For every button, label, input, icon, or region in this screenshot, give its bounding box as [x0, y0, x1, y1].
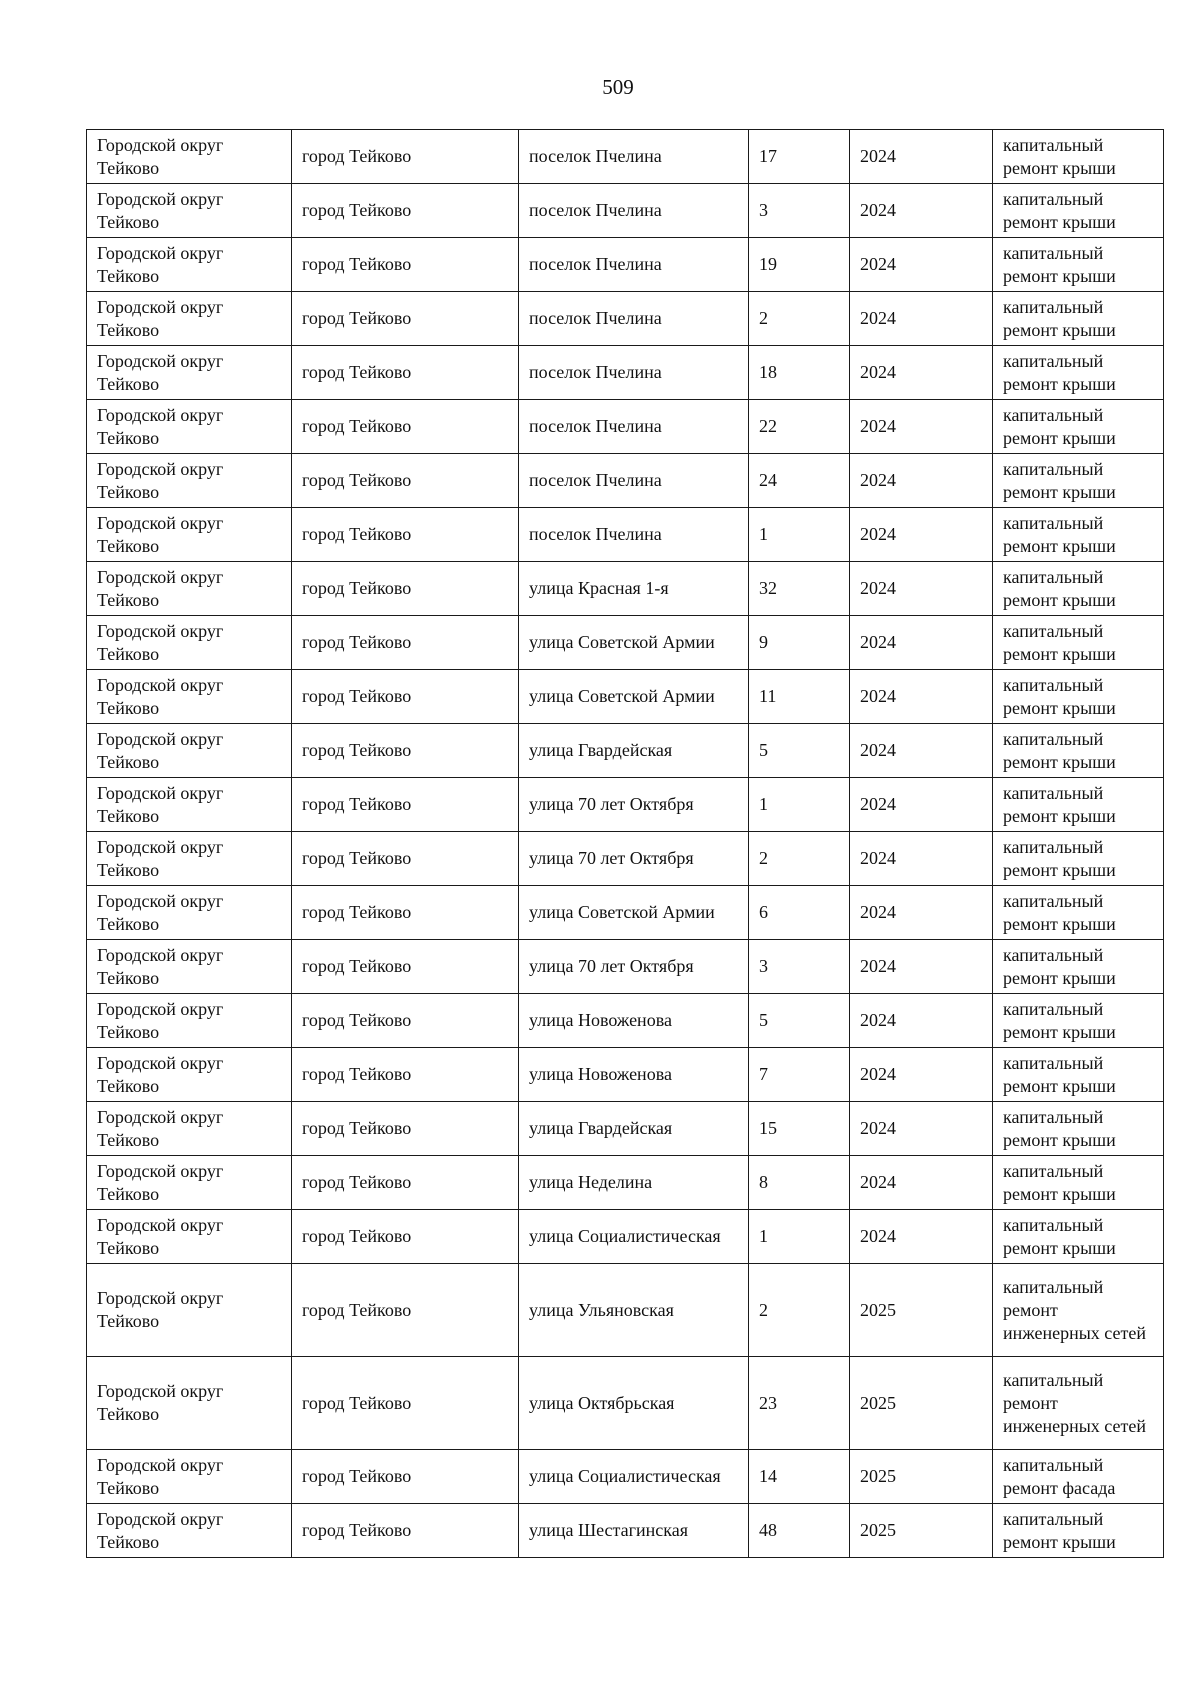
table-row	[87, 886, 1164, 940]
street-cell: улица Неделина	[519, 1156, 749, 1210]
district-cell: Городской округ Тейково	[87, 994, 292, 1048]
table-row	[87, 1450, 1164, 1504]
work-type-cell: капитальный ремонт крыши	[993, 832, 1164, 886]
house-number-cell: 22	[749, 400, 850, 454]
city-cell: город Тейково	[292, 508, 519, 562]
table-row	[87, 994, 1164, 1048]
street-cell: улица 70 лет Октября	[519, 940, 749, 994]
city-cell: город Тейково	[292, 724, 519, 778]
work-type-cell: капитальный ремонт крыши	[993, 670, 1164, 724]
table-row	[87, 238, 1164, 292]
work-type-cell: капитальный ремонт крыши	[993, 1102, 1164, 1156]
house-number-cell: 17	[749, 130, 850, 184]
house-number-cell: 32	[749, 562, 850, 616]
work-type-cell: капитальный ремонт инженерных сетей	[993, 1264, 1164, 1357]
work-type-cell: капитальный ремонт крыши	[993, 1210, 1164, 1264]
year-cell: 2024	[850, 778, 993, 832]
work-type-cell: капитальный ремонт крыши	[993, 454, 1164, 508]
table-row	[87, 184, 1164, 238]
street-cell: улица Советской Армии	[519, 886, 749, 940]
city-cell: город Тейково	[292, 292, 519, 346]
district-cell: Городской округ Тейково	[87, 400, 292, 454]
house-number-cell: 2	[749, 292, 850, 346]
year-cell: 2024	[850, 886, 993, 940]
repair-schedule-table	[86, 129, 1164, 1558]
table-row	[87, 616, 1164, 670]
table-row	[87, 130, 1164, 184]
city-cell: город Тейково	[292, 1102, 519, 1156]
table-body	[87, 130, 1164, 1558]
district-cell: Городской округ Тейково	[87, 724, 292, 778]
city-cell: город Тейково	[292, 616, 519, 670]
table-row	[87, 346, 1164, 400]
work-type-cell: капитальный ремонт крыши	[993, 1156, 1164, 1210]
year-cell: 2024	[850, 130, 993, 184]
table-row	[87, 940, 1164, 994]
district-cell: Городской округ Тейково	[87, 346, 292, 400]
street-cell: поселок Пчелина	[519, 454, 749, 508]
work-type-cell: капитальный ремонт крыши	[993, 508, 1164, 562]
city-cell: город Тейково	[292, 886, 519, 940]
street-cell: улица Ульяновская	[519, 1264, 749, 1357]
year-cell: 2024	[850, 508, 993, 562]
district-cell: Городской округ Тейково	[87, 832, 292, 886]
year-cell: 2024	[850, 616, 993, 670]
district-cell: Городской округ Тейково	[87, 184, 292, 238]
house-number-cell: 15	[749, 1102, 850, 1156]
city-cell: город Тейково	[292, 832, 519, 886]
house-number-cell: 5	[749, 994, 850, 1048]
table-row	[87, 400, 1164, 454]
year-cell: 2024	[850, 670, 993, 724]
year-cell: 2024	[850, 454, 993, 508]
street-cell: улица Социалистическая	[519, 1210, 749, 1264]
house-number-cell: 23	[749, 1357, 850, 1450]
work-type-cell: капитальный ремонт крыши	[993, 994, 1164, 1048]
year-cell: 2024	[850, 1048, 993, 1102]
street-cell: поселок Пчелина	[519, 346, 749, 400]
work-type-cell: капитальный ремонт крыши	[993, 292, 1164, 346]
house-number-cell: 8	[749, 1156, 850, 1210]
work-type-cell: капитальный ремонт крыши	[993, 238, 1164, 292]
district-cell: Городской округ Тейково	[87, 562, 292, 616]
work-type-cell: капитальный ремонт крыши	[993, 616, 1164, 670]
year-cell: 2024	[850, 1102, 993, 1156]
house-number-cell: 19	[749, 238, 850, 292]
work-type-cell: капитальный ремонт крыши	[993, 1504, 1164, 1558]
district-cell: Городской округ Тейково	[87, 1504, 292, 1558]
district-cell: Городской округ Тейково	[87, 454, 292, 508]
street-cell: улица Шестагинская	[519, 1504, 749, 1558]
city-cell: город Тейково	[292, 400, 519, 454]
district-cell: Городской округ Тейково	[87, 940, 292, 994]
city-cell: город Тейково	[292, 1264, 519, 1357]
work-type-cell: капитальный ремонт крыши	[993, 184, 1164, 238]
table-row	[87, 562, 1164, 616]
work-type-cell: капитальный ремонт крыши	[993, 562, 1164, 616]
house-number-cell: 3	[749, 184, 850, 238]
year-cell: 2024	[850, 994, 993, 1048]
house-number-cell: 1	[749, 508, 850, 562]
table-row	[87, 778, 1164, 832]
table-row	[87, 1102, 1164, 1156]
house-number-cell: 6	[749, 886, 850, 940]
house-number-cell: 2	[749, 832, 850, 886]
street-cell: поселок Пчелина	[519, 238, 749, 292]
street-cell: улица 70 лет Октября	[519, 832, 749, 886]
year-cell: 2024	[850, 562, 993, 616]
street-cell: улица Социалистическая	[519, 1450, 749, 1504]
work-type-cell: капитальный ремонт крыши	[993, 940, 1164, 994]
page-number: 509	[602, 75, 634, 99]
year-cell: 2024	[850, 400, 993, 454]
table-row	[87, 832, 1164, 886]
year-cell: 2024	[850, 238, 993, 292]
house-number-cell: 7	[749, 1048, 850, 1102]
street-cell: улица Новоженова	[519, 1048, 749, 1102]
district-cell: Городской округ Тейково	[87, 1048, 292, 1102]
street-cell: поселок Пчелина	[519, 130, 749, 184]
district-cell: Городской округ Тейково	[87, 1357, 292, 1450]
house-number-cell: 1	[749, 1210, 850, 1264]
district-cell: Городской округ Тейково	[87, 238, 292, 292]
house-number-cell: 24	[749, 454, 850, 508]
street-cell: поселок Пчелина	[519, 400, 749, 454]
city-cell: город Тейково	[292, 562, 519, 616]
house-number-cell: 2	[749, 1264, 850, 1357]
city-cell: город Тейково	[292, 1156, 519, 1210]
district-cell: Городской округ Тейково	[87, 1156, 292, 1210]
work-type-cell: капитальный ремонт инженерных сетей	[993, 1357, 1164, 1450]
district-cell: Городской округ Тейково	[87, 130, 292, 184]
street-cell: улица Гвардейская	[519, 724, 749, 778]
year-cell: 2025	[850, 1450, 993, 1504]
table-row	[87, 292, 1164, 346]
district-cell: Городской округ Тейково	[87, 508, 292, 562]
city-cell: город Тейково	[292, 670, 519, 724]
street-cell: улица Красная 1-я	[519, 562, 749, 616]
year-cell: 2024	[850, 832, 993, 886]
house-number-cell: 3	[749, 940, 850, 994]
house-number-cell: 1	[749, 778, 850, 832]
city-cell: город Тейково	[292, 1357, 519, 1450]
city-cell: город Тейково	[292, 346, 519, 400]
table-row	[87, 1357, 1164, 1450]
year-cell: 2024	[850, 292, 993, 346]
street-cell: поселок Пчелина	[519, 184, 749, 238]
district-cell: Городской округ Тейково	[87, 1102, 292, 1156]
street-cell: улица Новоженова	[519, 994, 749, 1048]
house-number-cell: 9	[749, 616, 850, 670]
street-cell: улица 70 лет Октября	[519, 778, 749, 832]
house-number-cell: 11	[749, 670, 850, 724]
house-number-cell: 5	[749, 724, 850, 778]
street-cell: улица Советской Армии	[519, 616, 749, 670]
table-row	[87, 1210, 1164, 1264]
city-cell: город Тейково	[292, 1048, 519, 1102]
table-row	[87, 724, 1164, 778]
street-cell: улица Советской Армии	[519, 670, 749, 724]
district-cell: Городской округ Тейково	[87, 778, 292, 832]
table-row	[87, 1048, 1164, 1102]
year-cell: 2024	[850, 184, 993, 238]
district-cell: Городской округ Тейково	[87, 886, 292, 940]
district-cell: Городской округ Тейково	[87, 292, 292, 346]
city-cell: город Тейково	[292, 1504, 519, 1558]
year-cell: 2025	[850, 1504, 993, 1558]
city-cell: город Тейково	[292, 130, 519, 184]
year-cell: 2024	[850, 724, 993, 778]
street-cell: улица Октябрьская	[519, 1357, 749, 1450]
street-cell: поселок Пчелина	[519, 292, 749, 346]
table-row	[87, 670, 1164, 724]
table-row	[87, 508, 1164, 562]
district-cell: Городской округ Тейково	[87, 1210, 292, 1264]
work-type-cell: капитальный ремонт крыши	[993, 778, 1164, 832]
year-cell: 2024	[850, 1156, 993, 1210]
table-row	[87, 454, 1164, 508]
city-cell: город Тейково	[292, 778, 519, 832]
city-cell: город Тейково	[292, 994, 519, 1048]
year-cell: 2024	[850, 940, 993, 994]
work-type-cell: капитальный ремонт крыши	[993, 346, 1164, 400]
work-type-cell: капитальный ремонт крыши	[993, 1048, 1164, 1102]
work-type-cell: капитальный ремонт крыши	[993, 130, 1164, 184]
street-cell: улица Гвардейская	[519, 1102, 749, 1156]
table-row	[87, 1264, 1164, 1357]
city-cell: город Тейково	[292, 1450, 519, 1504]
work-type-cell: капитальный ремонт фасада	[993, 1450, 1164, 1504]
house-number-cell: 14	[749, 1450, 850, 1504]
work-type-cell: капитальный ремонт крыши	[993, 886, 1164, 940]
city-cell: город Тейково	[292, 940, 519, 994]
year-cell: 2025	[850, 1357, 993, 1450]
work-type-cell: капитальный ремонт крыши	[993, 400, 1164, 454]
city-cell: город Тейково	[292, 1210, 519, 1264]
year-cell: 2024	[850, 1210, 993, 1264]
district-cell: Городской округ Тейково	[87, 670, 292, 724]
city-cell: город Тейково	[292, 184, 519, 238]
year-cell: 2025	[850, 1264, 993, 1357]
city-cell: город Тейково	[292, 454, 519, 508]
table-row	[87, 1504, 1164, 1558]
district-cell: Городской округ Тейково	[87, 1264, 292, 1357]
city-cell: город Тейково	[292, 238, 519, 292]
table-row	[87, 1156, 1164, 1210]
street-cell: поселок Пчелина	[519, 508, 749, 562]
year-cell: 2024	[850, 346, 993, 400]
district-cell: Городской округ Тейково	[87, 1450, 292, 1504]
house-number-cell: 48	[749, 1504, 850, 1558]
work-type-cell: капитальный ремонт крыши	[993, 724, 1164, 778]
house-number-cell: 18	[749, 346, 850, 400]
district-cell: Городской округ Тейково	[87, 616, 292, 670]
